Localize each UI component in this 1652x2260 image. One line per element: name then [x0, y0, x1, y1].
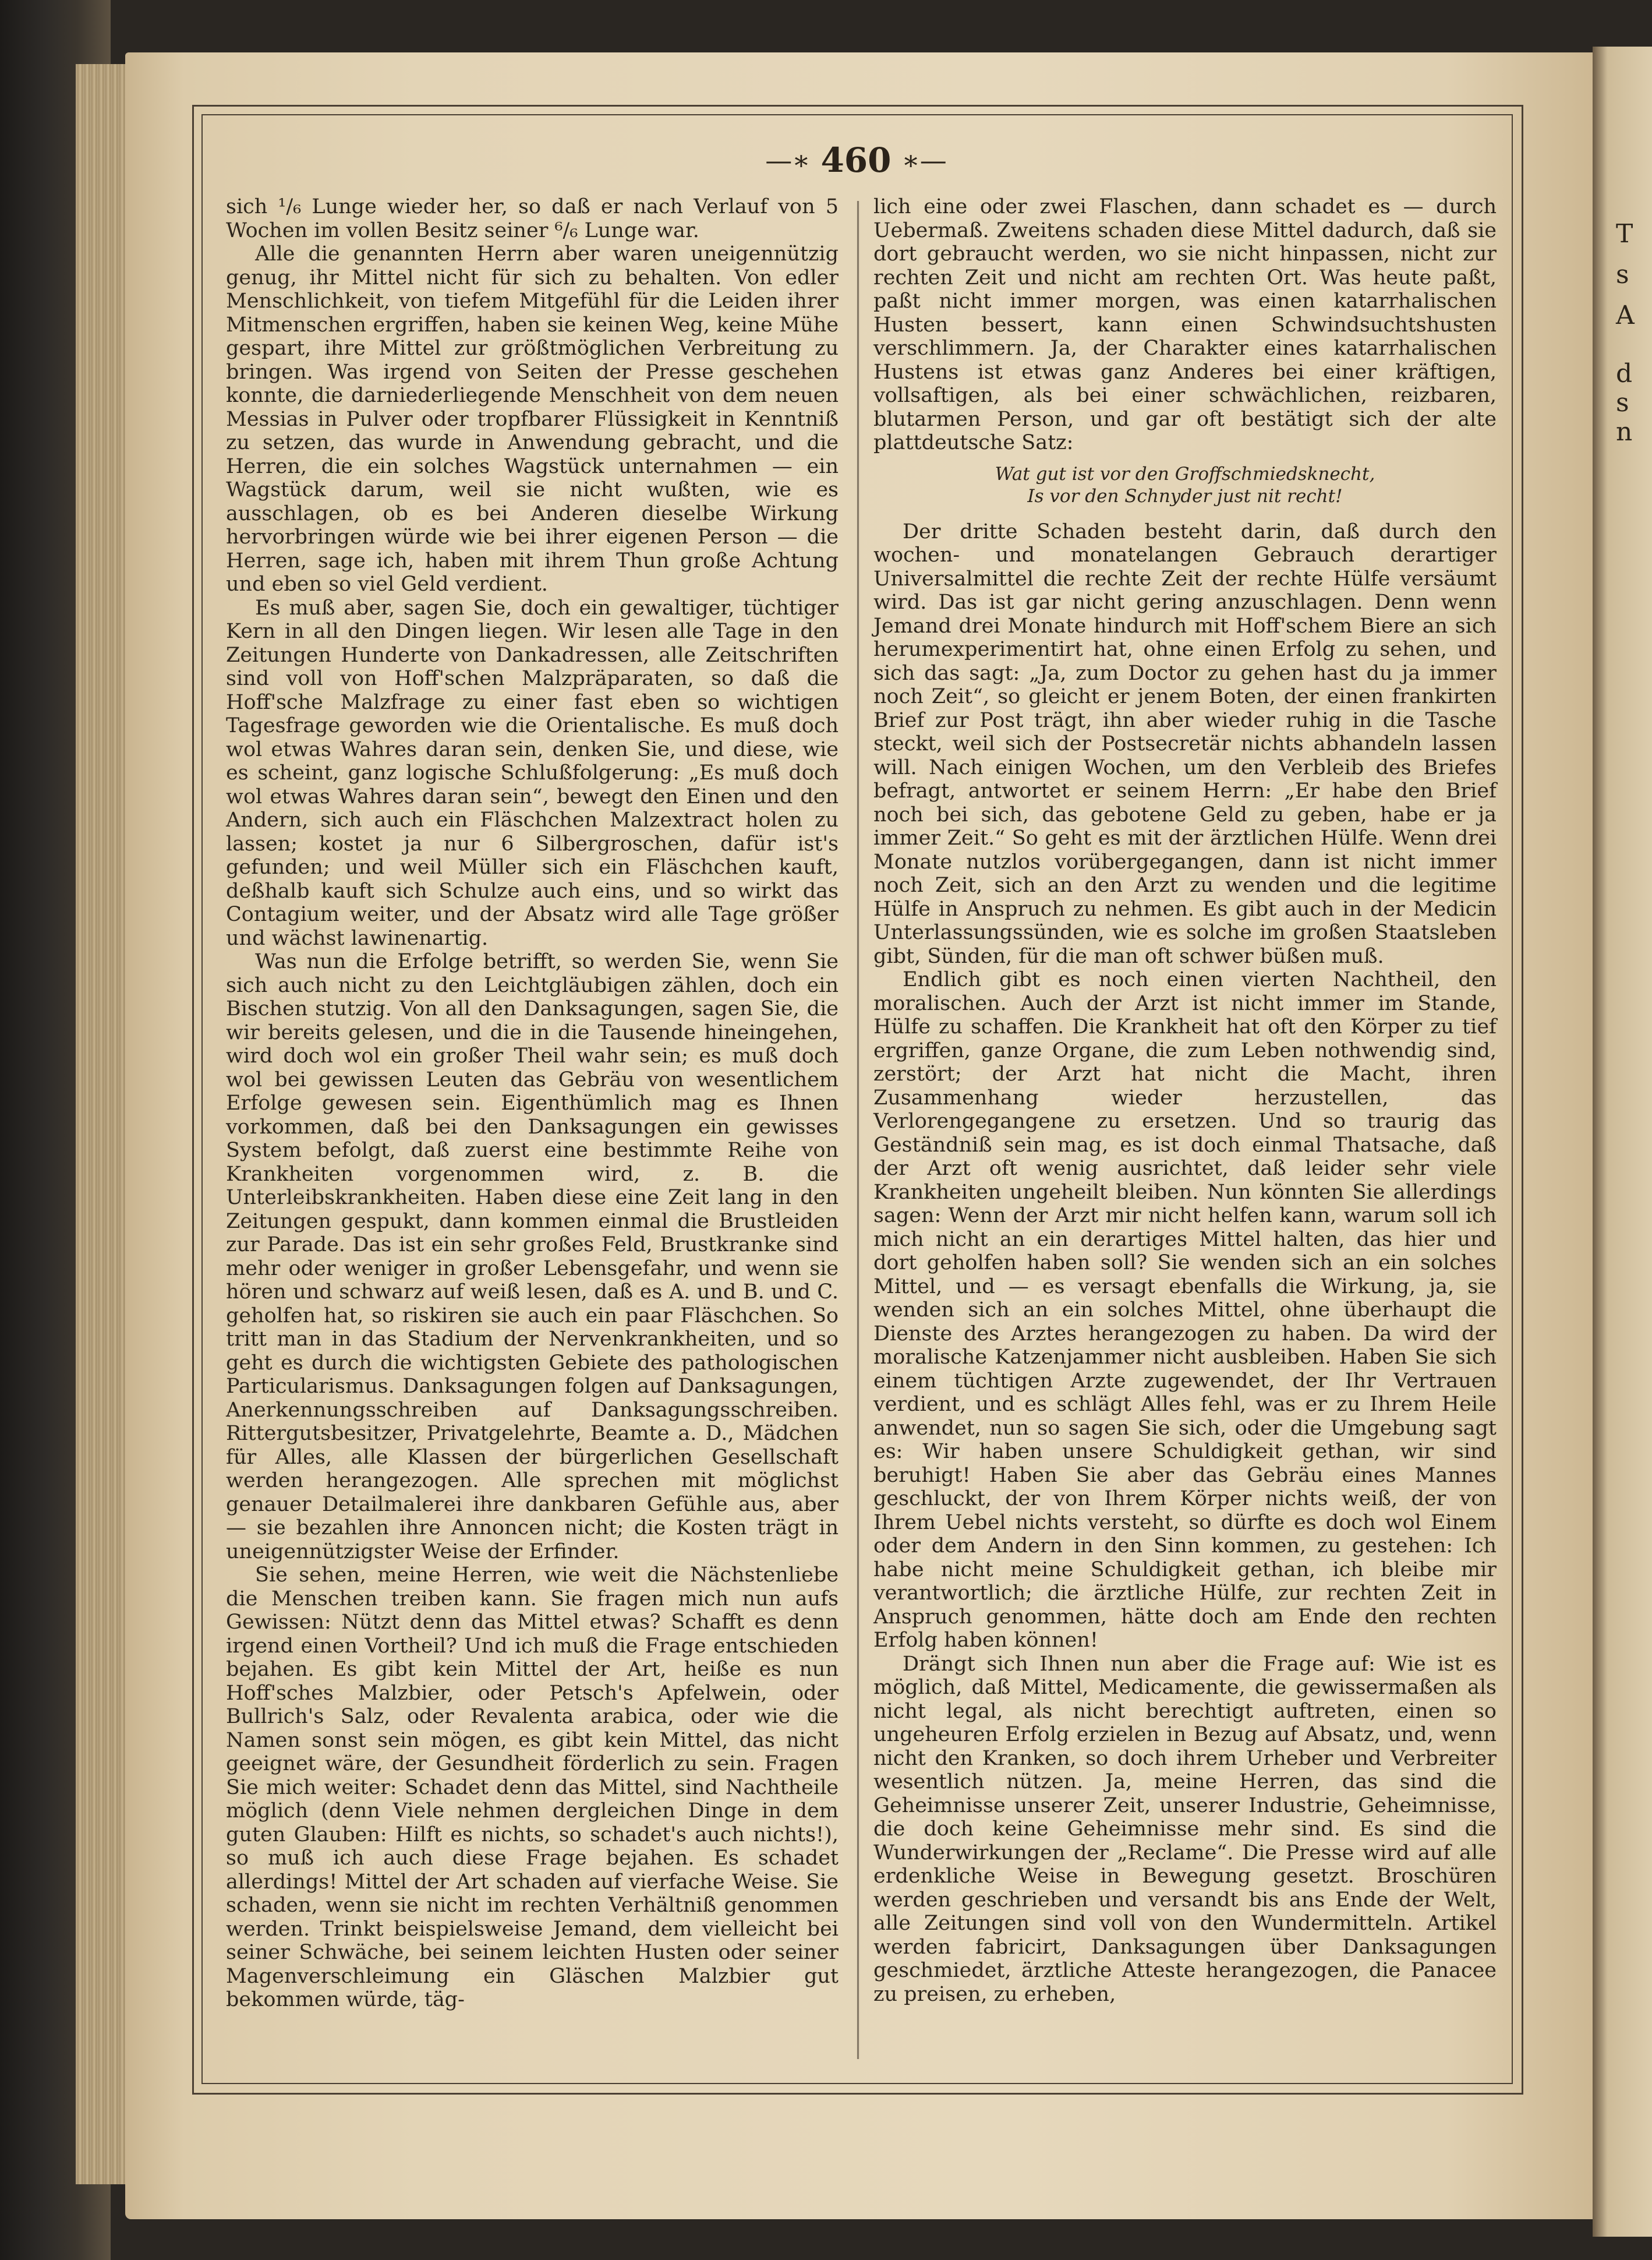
left-column: [226, 195, 839, 2012]
paragraph: Drängt sich Ihnen nun aber die Frage auf: Wie ist es möglich, daß Mittel, Medicamente, die gewissermaßen als nicht legal, als nicht berechtigt auftreten, einen so ungeheuren Erfolg erzielen in Bezug auf Absatz, und, wenn nicht den Kranken, so doch ihrem Urheber und Verbreiter wesentlich nützen. Ja, meine Herren, das sind die Geheimnisse unserer Zeit, unserer Industrie, Geheimnisse, die doch keine Geheimnisse mehr sind. Es sind die Wunderwirkungen der „Reclame“. Die Presse wird auf alle erdenkliche Weise in Bewegung gesetzt. Broschüren werden geschrieben und versandt bis ans Ende der Welt, alle Zeitungen sind voll von den Wundermitteln. Artikel werden fabricirt, Danksagungen über Danksagungen geschmiedet, ärztliche Atteste herangezogen, die Panacee zu preisen, zu erheben,: [873, 1652, 1497, 2006]
paragraph: Der dritte Schaden besteht darin, daß durch den wochen- und monatelangen Gebrauch derartiger Universalmittel die rechte Zeit der rechte Hülfe versäumt wird. Das ist gar nicht gering anzuschlagen. Denn wenn Jemand drei Monate hindurch mit Hoff'schem Biere an sich herumexperimentirt hat, ohne einen Erfolg zu sehen, und sich das sagt: „Ja, zum Doctor zu gehen hast du ja immer noch Zeit“, so gleicht er jenem Boten, der einen frankirten Brief zur Post trägt, ihn aber wieder ruhig in die Tasche steckt, weil sich der Postsecretär nichts abhandeln lassen will. Nach einigen Wochen, um den Verbleib des Briefes befragt, antwortet er seinem Herrn: „Er habe den Brief noch bei sich, das gebotene Geld zu geben, habe er ja immer Zeit.“ So geht es mit der ärztlichen Hülfe. Wenn drei Monate nutzlos vorübergegangen, dann ist nicht immer noch Zeit, sich an den Arzt zu wenden und die legitime Hülfe in Anspruch zu nehmen. Es gibt auch in der Medicin Unterlassungssünden, wie es solche im großen Staatsleben gibt, Sünden, für die man oft schwer büßen muß.: [873, 520, 1497, 968]
next-page-fragment: s: [1616, 260, 1629, 289]
paragraph: Was nun die Erfolge betrifft, so werden Sie, wenn Sie sich auch nicht zu den Leichtgläubigen zählen, doch ein Bischen stutzig. Von all den Danksagungen, sagen Sie, die wir bereits gelesen, und die in die Tausende hineingehen, wird doch wol ein großer Theil wahr sein; es muß doch wol bei gewissen Leuten das Gebräu von wesentlichem Erfolge gewesen sein. Eigenthümlich mag es Ihnen vorkommen, daß bei den Danksagungen ein gewisses System befolgt, daß zuerst eine bestimmte Reihe von Krankheiten vorgenommen wird, z. B. die Unterleibskrankheiten. Haben diese eine Zeit lang in den Zeitungen gespukt, dann kommen einmal die Brustleiden zur Parade. Das ist ein sehr großes Feld, Brustkranke sind mehr oder weniger in großer Lebensgefahr, und wenn sie hören und schwarz auf weiß lesen, daß es A. und B. und C. geholfen hat, so riskiren sie auch ein paar Fläschchen. So tritt man in das Stadium der Nervenkrankheiten, und so geht es durch die wichtigsten Gebiete des pathologischen Particularismus. Danksagungen folgen auf Danksagungen, Anerkennungsschreiben auf Danksagungsschreiben. Rittergutsbesitzer, Privatgelehrte, Beamte a. D., Mädchen für Alles, alle Klassen der bürgerlichen Gesellschaft werden herangezogen. Alle sprechen mit möglichst genauer Detailmalerei ihre dankbaren Gefühle aus, aber — sie bezahlen ihre Annoncen nicht; die Kosten trägt in uneigennützigster Weise der Erfinder.: [226, 950, 839, 1563]
paragraph: Alle die genannten Herrn aber waren uneigennützig genug, ihr Mittel nicht für sich zu behalten. Von edler Menschlichkeit, von tiefem Mitgefühl für die Leiden ihrer Mitmenschen ergriffen, haben sie keinen Weg, keine Mühe gespart, ihre Mittel zur größtmöglichen Verbreitung zu bringen. Was irgend von Seiten der Presse geschehen konnte, die darniederliegende Menschheit von dem neuen Messias in Pulver oder tropfbarer Flüssigkeit in Kenntniß zu setzen, das wurde in Anwendung gebracht, und die Herren, die ein solches Wagstück unternahmen — ein Wagstück darum, weil sie nicht wußten, wie es ausschlagen, ob es bei Anderen dieselbe Wirkung hervorbringen würde wie bei ihrer eigenen Person — die Herren, sage ich, haben mit ihrem Thun große Achtung und eben so viel Geld verdient.: [226, 242, 839, 596]
paragraph: sich ¹/₆ Lunge wieder her, so daß er nach Verlauf von 5 Wochen im vollen Besitz seiner ⁶/₆ Lunge war.: [226, 195, 839, 242]
ornament-left: —∗: [765, 144, 811, 176]
next-page-fragment: d: [1616, 359, 1633, 389]
paragraph: Sie sehen, meine Herren, wie weit die Nächstenliebe die Menschen treiben kann. Sie fragen mich nun aufs Gewissen: Nützt denn das Mittel etwas? Schafft es denn irgend einen Vortheil? Und ich muß die Frage entschieden bejahen. Es gibt kein Mittel der Art, heiße es nun Hoff'sches Malzbier, oder Petsch's Apfelwein, oder Bullrich's Salz, oder Revalenta arabica, oder wie die Namen sonst sein mögen, es gibt kein Mittel, das nicht geeignet wäre, der Gesundheit förderlich zu sein. Fragen Sie mich weiter: Schadet denn das Mittel, sind Nachtheile möglich (denn Viele nehmen dergleichen Dinge in dem guten Glauben: Hilft es nichts, so schadet's auch nichts!), so muß ich auch diese Frage bejahen. Es schadet allerdings! Mittel der Art schaden auf vierfache Weise. Sie schaden, wenn sie nicht im rechten Verhältniß genommen werden. Trinkt beispielsweise Jemand, dem vielleicht bei seiner Schwäche, bei seinem leichten Husten oder seiner Magenverschleimung ein Gläschen Malzbier gut bekommen würde, täg-: [226, 1563, 839, 2011]
page-header: [201, 137, 1510, 183]
quote-line: Wat gut ist vor den Groffschmiedsknecht,: [995, 463, 1375, 485]
column-divider: [857, 201, 859, 2059]
page-number: 460: [820, 140, 892, 180]
right-column: [873, 195, 1497, 2006]
ornament-right: ∗—: [901, 144, 947, 176]
paragraph: Es muß aber, sagen Sie, doch ein gewaltiger, tüchtiger Kern in all den Dingen liegen. Wir lesen alle Tage in den Zeitungen Hunderte von Dankadressen, alle Zeitschriften sind voll von Hoff'schen Malzpräparaten, so daß die Hoff'sche Malzfrage zu einer fast eben so wichtigen Tagesfrage geworden wie die Orientalische. Es muß doch wol etwas Wahres daran sein, denken Sie, und diese, wie es scheint, ganz logische Schlußfolgerung: „Es muß doch wol etwas Wahres daran sein“, bewegt den Einen und den Andern, sich auch ein Fläschchen Malzextract holen zu lassen; kostet ja nur 6 Silbergroschen, dafür ist's gefunden; und weil Müller sich ein Fläschchen kauft, deßhalb kauft sich Schulze auch eins, und so wirkt das Contagium weiter, und der Absatz wird alle Tage größer und wächst lawinenartig.: [226, 596, 839, 950]
next-page-fragment: T: [1616, 219, 1633, 249]
next-page-fragment: s: [1616, 388, 1629, 418]
next-page-fragment: A: [1616, 301, 1635, 330]
next-page-fragment: n: [1616, 417, 1633, 447]
paragraph: lich eine oder zwei Flaschen, dann schadet es — durch Uebermaß. Zweitens schaden diese Mittel dadurch, daß sie dort gebraucht werden, wo sie nicht hinpassen, nicht zur rechten Zeit und nicht am rechten Ort. Was heute paßt, paßt nicht immer morgen, was einen katarrhalischen Husten bessert, kann einen Schwindsuchtshusten verschlimmern. Ja, der Charakter eines katarrhalischen Hustens ist etwas ganz Anderes bei einer kräftigen, vollsaftigen, als bei einer schwächlichen, reizbaren, blutarmen Person, und gar oft bestätigt sich der alte plattdeutsche Satz:: [873, 195, 1497, 454]
dialect-quote: [873, 463, 1497, 507]
paragraph: Endlich gibt es noch einen vierten Nachtheil, den moralischen. Auch der Arzt ist nicht immer im Stande, Hülfe zu schaffen. Die Krankheit hat oft den Körper zu tief ergriffen, ganze Organe, die zum Leben nothwendig sind, zerstört; der Arzt hat nicht die Macht, ihren Zusammenhang wieder herzustellen, das Verlorengegangene zu ersetzen. Und so traurig das Geständniß sein mag, es ist doch einmal Thatsache, daß der Arzt oft wenig ausrichtet, daß leider sehr viele Krankheiten ungeheilt bleiben. Nun könnten Sie allerdings sagen: Wenn der Arzt mir nicht helfen kann, warum soll ich mich nicht an ein derartiges Mittel halten, das hier und dort geholfen haben soll? Sie wenden sich an ein solches Mittel, und — es versagt ebenfalls die Wirkung, ja, sie wenden sich an ein solches Mittel, ohne überhaupt die Dienste des Arztes herangezogen zu haben. Da wird der moralische Katzenjammer nicht ausbleiben. Haben Sie sich einem tüchtigen Arzte zugewendet, der Ihr Vertrauen verdient, und es schlägt Alles fehl, was er zu Ihrem Heile anwendet, nun so sagen Sie sich, oder die Umgebung sagt es: Wir haben unsere Schuldigkeit gethan, wir sind beruhigt! Haben Sie aber das Gebräu eines Mannes geschluckt, der von Ihrem Körper nichts weiß, der von Ihrem Uebel nichts versteht, so dürfte es doch wol Einem oder dem Andern in den Sinn kommen, zu gestehen: Ich habe nicht meine Schuldigkeit gethan, ich bleibe mir verantwortlich; die ärztliche Hülfe, zur rechten Zeit in Anspruch genommen, hätte doch am Ende den rechten Erfolg haben können!: [873, 968, 1497, 1652]
next-page-edge: [1593, 47, 1652, 2237]
quote-line: Is vor den Schnyder just nit recht!: [1027, 485, 1343, 507]
